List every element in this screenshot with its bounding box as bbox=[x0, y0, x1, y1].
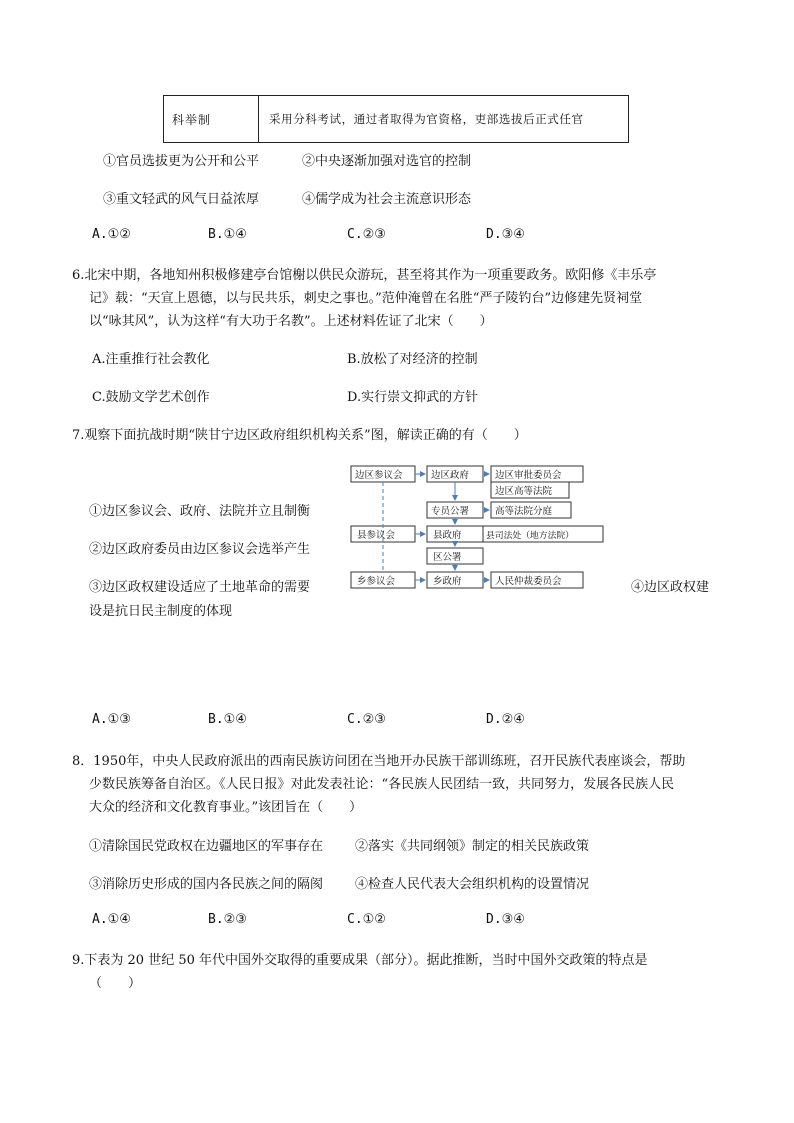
q6-line-3: 以“咏其风”，认为这样“有大功于名教”。上述材料佐证了北宋（ ） bbox=[89, 314, 493, 329]
q7-option-c[interactable]: C.②③ bbox=[347, 712, 386, 727]
q5-option-d[interactable]: D.③④ bbox=[486, 227, 525, 242]
q7-option-d[interactable]: D.②④ bbox=[486, 712, 525, 727]
q7-stem: 7.观察下面抗战时期“陕甘宁边区政府组织机构关系”图，解读正确的有（ ） bbox=[72, 428, 527, 443]
q8-item-2: ②落实《共同纲领》制定的相关民族政策 bbox=[355, 839, 590, 854]
box-arbitration: 人民仲裁委员会 bbox=[495, 576, 562, 587]
box-high-court: 边区高等法院 bbox=[495, 486, 553, 497]
q5-item-2: ②中央逐渐加强对选官的控制 bbox=[302, 154, 472, 169]
q5-option-c[interactable]: C.②③ bbox=[347, 227, 386, 242]
q8-line-1: 8．1950年，中央人民政府派出的西南民族访问团在当地开办民族干部训练班，召开民族代表座谈会，帮助 bbox=[72, 754, 686, 769]
keju-table-row bbox=[163, 95, 629, 143]
q5-item-4: ④儒学成为社会主流意识形态 bbox=[302, 192, 472, 207]
box-court-branch: 高等法院分庭 bbox=[495, 506, 553, 517]
q7-item-4a: ④边区政权建 bbox=[631, 580, 710, 595]
table-cell-desc: 采用分科考试，通过者取得为官资格，吏部选拔后正式任官 bbox=[269, 112, 584, 126]
q8-item-4: ④检查人民代表大会组织机构的设置情况 bbox=[355, 877, 590, 892]
q8-line-3: 大众的经济和文化教育事业。”该团旨在（ ） bbox=[89, 800, 363, 815]
q5-option-b[interactable]: B.①④ bbox=[208, 227, 247, 242]
table-cell-name: 科举制 bbox=[164, 96, 259, 142]
q8-item-1: ①清除国民党政权在边疆地区的军事存在 bbox=[89, 839, 324, 854]
box-county-council: 县参议会 bbox=[357, 530, 396, 541]
q7-item-2: ②边区政府委员由边区参议会选举产生 bbox=[89, 542, 311, 557]
q7-option-b[interactable]: B.①④ bbox=[208, 712, 247, 727]
box-region-council: 边区参议会 bbox=[355, 470, 403, 481]
q7-item-3: ③边区政权建设适应了土地革命的需要 bbox=[89, 580, 311, 595]
q6-option-b[interactable]: B.放松了对经济的控制 bbox=[347, 352, 478, 367]
box-township-gov: 乡政府 bbox=[433, 576, 462, 587]
box-township-council: 乡参议会 bbox=[357, 576, 396, 587]
org-chart-svg bbox=[349, 464, 609, 596]
q9-line-1: 9.下表为 20 世纪 50 年代中国外交取得的重要成果（部分）。据此推断，当时中国外交政策的特点是 bbox=[72, 953, 648, 968]
q7-item-1: ①边区参议会、政府、法院并立且制衡 bbox=[89, 504, 311, 519]
q7-item-4b: 设是抗日民主制度的体现 bbox=[89, 604, 233, 619]
q8-item-3: ③消除历史形成的国内各民族之间的隔阂 bbox=[89, 877, 324, 892]
q7-option-a[interactable]: A.①③ bbox=[92, 712, 131, 727]
q8-option-a[interactable]: A.①④ bbox=[92, 912, 131, 927]
q6-option-d[interactable]: D.实行崇文抑武的方针 bbox=[347, 390, 479, 405]
box-region-gov: 边区政府 bbox=[431, 470, 470, 481]
q5-item-3: ③重文轻武的风气日益浓厚 bbox=[103, 192, 260, 207]
q6-line-2: 记》载：“天宣上恩德，以与民共乐，刺史之事也。”范仲淹曾在名胜“严子陵钓台”边修建先贤祠堂 bbox=[89, 291, 643, 306]
box-review-committee: 边区审批委员会 bbox=[495, 470, 562, 481]
q5-item-1: ①官员选拔更为公开和公平 bbox=[103, 154, 260, 169]
q6-option-c[interactable]: C.鼓励文学艺术创作 bbox=[92, 390, 210, 405]
box-district-office: 区公署 bbox=[433, 552, 462, 563]
box-county-gov: 县政府 bbox=[433, 530, 462, 541]
q6-option-a[interactable]: A.注重推行社会教化 bbox=[92, 352, 210, 367]
box-commissioner: 专员公署 bbox=[431, 506, 470, 517]
q8-option-b[interactable]: B.②③ bbox=[208, 912, 247, 927]
q8-line-2: 少数民族筹备自治区。《人民日报》对此发表社论：“各民族人民团结一致，共同努力，发展各民族人民 bbox=[89, 777, 675, 792]
q8-option-d[interactable]: D.③④ bbox=[486, 912, 525, 927]
q6-line-1: 6.北宋中期，各地知州积极修建亭台馆榭以供民众游玩，甚至将其作为一项重要政务。欧阳修《丰乐亭 bbox=[72, 268, 657, 283]
org-chart-diagram bbox=[349, 464, 609, 596]
q9-line-2: （ ） bbox=[89, 976, 142, 991]
q8-option-c[interactable]: C.①② bbox=[347, 912, 386, 927]
q5-option-a[interactable]: A.①② bbox=[92, 227, 131, 242]
box-county-judicial: 县司法处（地方法院） bbox=[486, 531, 574, 541]
